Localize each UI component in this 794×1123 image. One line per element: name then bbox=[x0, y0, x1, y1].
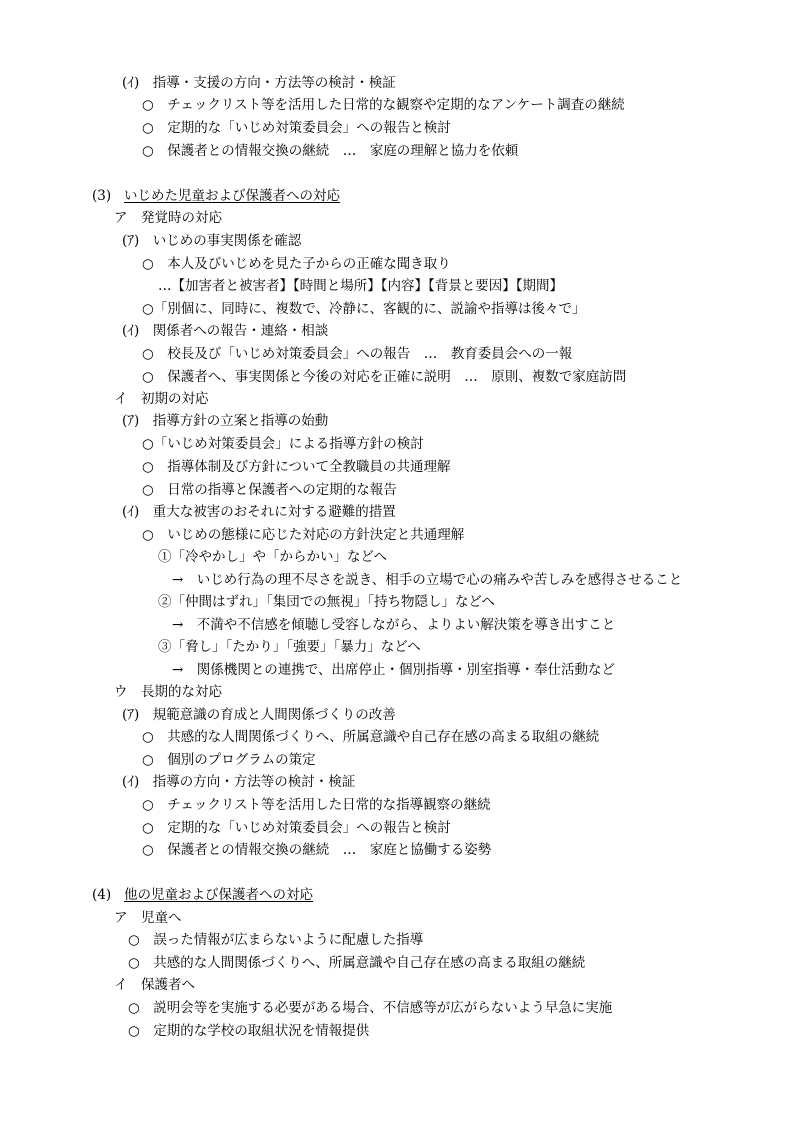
list-item: ○ 保護者へ、事実関係と今後の対応を正確に説明 … 原則、複数で家庭訪問 bbox=[142, 369, 627, 385]
list-item: ○ 指導体制及び方針について全教職員の共通理解 bbox=[142, 459, 451, 475]
subsection-heading: イ 初期の対応 bbox=[114, 391, 209, 407]
list-item: ○ 誤った情報が広まらないように配慮した指導 bbox=[128, 932, 424, 948]
list-item-detail: …【加害者と被害者】【時間と場所】【内容】【背景と要因】【期間】 bbox=[158, 278, 563, 294]
list-item: ○ 校長及び「いじめ対策委員会」への報告 … 教育委員会への一報 bbox=[142, 346, 573, 362]
case-item: ①「冷やかし」や「からかい」などへ bbox=[158, 549, 387, 565]
subsection-title: (ｱ) 指導方針の立案と指導の始動 bbox=[122, 413, 329, 429]
list-item: ○ いじめの態様に応じた対応の方針決定と共通理解 bbox=[142, 527, 465, 543]
case-item: ②「仲間はずれ」「集団での無視」「持ち物隠し」などへ bbox=[158, 594, 495, 610]
case-response: → 不満や不信感を傾聴し受容しながら、よりよい解決策を導き出すこと bbox=[172, 617, 616, 633]
list-item: ○「いじめ対策委員会」による指導方針の検討 bbox=[142, 436, 424, 452]
list-item: ○ 保護者との情報交換の継続 … 家庭の理解と協力を依頼 bbox=[142, 143, 519, 159]
list-item: ○ 説明会等を実施する必要がある場合、不信感等が広がらないよう早急に実施 bbox=[128, 1000, 613, 1016]
section-heading-3 bbox=[92, 186, 340, 206]
case-response: → いじめ行為の理不尽さを説き、相手の立場で心の痛みや苦しみを感得させること bbox=[172, 572, 683, 588]
list-item: ○ 共感的な人間関係づくりへ、所属意識や自己存在感の高まる取組の継続 bbox=[128, 955, 586, 971]
subsection-title: (ｲ) 重大な被害のおそれに対する避難的措置 bbox=[122, 504, 396, 520]
subsection-heading: イ 保護者へ bbox=[114, 977, 195, 993]
subsection-title: (ｲ) 関係者への報告・連絡・相談 bbox=[122, 323, 329, 339]
list-item: ○ チェックリスト等を活用した日常的な観察や定期的なアンケート調査の継続 bbox=[142, 97, 625, 113]
subsection-heading: ア 児童へ bbox=[114, 910, 182, 926]
section-number: (3) bbox=[92, 188, 112, 204]
list-item: ○「別個に、同時に、複数で、冷静に、客観的に、説諭や指導は後々で」 bbox=[142, 301, 586, 317]
list-item: ○ チェックリスト等を活用した日常的な指導観察の継続 bbox=[142, 797, 491, 813]
section-heading-4 bbox=[92, 885, 313, 905]
section-title: 他の児童および保護者への対応 bbox=[124, 887, 313, 903]
subsection-title: (ｲ) 指導・支援の方向・方法等の検討・検証 bbox=[122, 75, 396, 91]
list-item: ○ 定期的な「いじめ対策委員会」への報告と検討 bbox=[142, 120, 451, 136]
case-item: ③「脅し」「たかり」「強要」「暴力」などへ bbox=[158, 639, 421, 655]
section-title: いじめた児童および保護者への対応 bbox=[124, 188, 340, 204]
subsection-title: (ｲ) 指導の方向・方法等の検討・検証 bbox=[122, 774, 356, 790]
list-item: ○ 定期的な「いじめ対策委員会」への報告と検討 bbox=[142, 820, 451, 836]
case-response: → 関係機関との連携で、出席停止・個別指導・別室指導・奉仕活動など bbox=[172, 662, 616, 678]
section-number: (4) bbox=[92, 887, 112, 903]
list-item: ○ 本人及びいじめを見た子からの正確な聞き取り bbox=[142, 256, 451, 272]
subsection-title: (ｱ) 規範意識の育成と人間関係づくりの改善 bbox=[122, 707, 396, 723]
subsection-title: (ｱ) いじめの事実関係を確認 bbox=[122, 233, 302, 249]
list-item: ○ 共感的な人間関係づくりへ、所属意識や自己存在感の高まる取組の継続 bbox=[142, 729, 600, 745]
subsection-heading: ウ 長期的な対応 bbox=[114, 684, 222, 700]
list-item: ○ 個別のプログラムの策定 bbox=[142, 752, 316, 768]
list-item: ○ 保護者との情報交換の継続 … 家庭と協働する姿勢 bbox=[142, 842, 492, 858]
subsection-heading: ア 発覚時の対応 bbox=[114, 210, 222, 226]
list-item: ○ 定期的な学校の取組状況を情報提供 bbox=[128, 1023, 370, 1039]
list-item: ○ 日常の指導と保護者への定期的な報告 bbox=[142, 482, 397, 498]
